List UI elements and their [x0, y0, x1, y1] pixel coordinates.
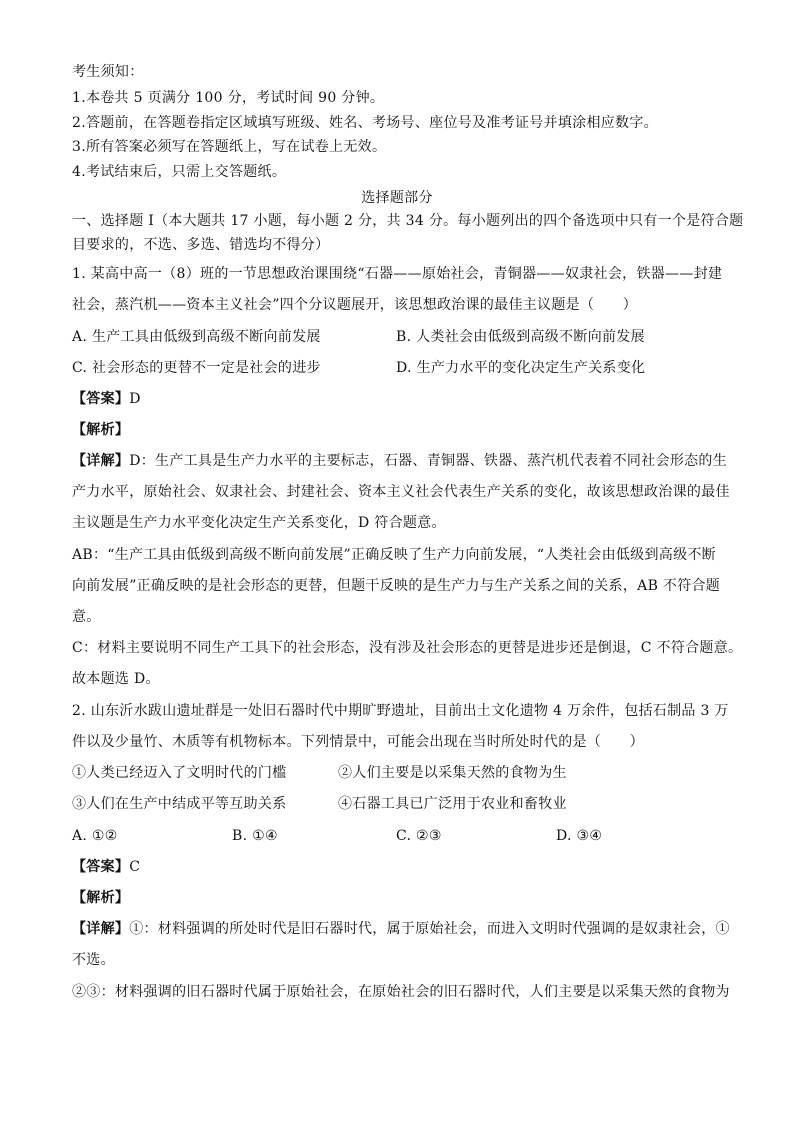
question-1-option-b: B. 人类社会由低级到高级不断向前发展 — [396, 329, 645, 345]
question-2-stem-line: 件以及少量竹、木质等有机物标本。下列情景中，可能会出现在当时所处时代的是（ ） — [72, 734, 644, 750]
question-1-detail-line: AB：“生产工具由低级到高级不断向前发展”正确反映了生产力向前发展，“人类社会由低级到高级不断 — [72, 547, 716, 563]
notice-item: 1.本卷共 5 页满分 100 分，考试时间 90 分钟。 — [72, 90, 385, 106]
detail-text: ①：材料强调的所处时代是旧石器时代，属于原始社会，而进入文明时代强调的是奴隶社会，① — [129, 921, 730, 937]
question-2-statement-2: ②人们主要是以采集天然的食物为生 — [338, 765, 567, 781]
question-1-detail-line: C：材料主要说明不同生产工具下的社会形态，没有涉及社会形态的更替是进步还是倒退，C 不符合题意。 — [72, 640, 743, 656]
question-1-option-c: C. 社会形态的更替不一定是社会的进步 — [72, 360, 321, 376]
question-1-stem-line: 社会，蒸汽机——资本主义社会”四个分议题展开，该思想政治课的最佳主议题是（ ） — [72, 297, 638, 313]
question-2-detail-line: ②③：材料强调的旧石器时代属于原始社会，在原始社会的旧石器时代，人们主要是以采集天然的食物为 — [72, 984, 730, 1000]
notice-item: 2.答题前，在答题卷指定区域填写班级、姓名、考场号、座位号及准考证号并填涂相应数字。 — [72, 115, 658, 131]
answer-label: 【答案】 — [72, 859, 130, 875]
notice-item: 4.考试结束后，只需上交答题纸。 — [72, 164, 287, 180]
question-1-analysis-label: 【解析】 — [72, 422, 130, 438]
question-2-stem-line: 2. 山东沂水跋山遗址群是一处旧石器时代中期旷野遗址，目前出土文化遗物 4 万余件，包括石制品 3 万 — [72, 703, 729, 719]
detail-label: 【详解】 — [72, 453, 130, 469]
question-2-detail-line — [72, 920, 730, 938]
notice-item: 3.所有答案必须写在答题纸上，写在试卷上无效。 — [72, 139, 387, 155]
answer-value: D — [129, 391, 141, 407]
question-2-statement-4: ④石器工具已广泛用于农业和畜牧业 — [338, 796, 567, 812]
question-2-statement-1: ①人类已经迈入了文明时代的门槛 — [72, 765, 287, 781]
question-1-detail-line: 主议题是生产力水平变化决定生产关系变化，D 符合题意。 — [72, 515, 446, 531]
question-2-option-b: B. ①④ — [232, 828, 278, 844]
question-1-detail-line: 意。 — [72, 609, 101, 625]
question-1-detail-line: 向前发展”正确反映的是社会形态的更替，但题干反映的是生产力与生产关系之间的关系，AB 不符合题 — [72, 578, 721, 594]
question-1-detail-line — [72, 452, 727, 470]
question-1-option-d: D. 生产力水平的变化决定生产关系变化 — [396, 360, 646, 376]
detail-text: D：生产工具是生产力水平的主要标志，石器、青铜器、铁器、蒸汽机代表着不同社会形态的生 — [129, 453, 728, 469]
question-2-statement-3: ③人们在生产中结成平等互助关系 — [72, 796, 287, 812]
answer-value: C — [129, 859, 141, 875]
question-1-detail-line: 故本题选 D。 — [72, 671, 160, 687]
question-1-detail-line: 产力水平，原始社会、奴隶社会、封建社会、资本主义社会代表生产关系的变化，故该思想政治课的最佳 — [72, 484, 730, 500]
question-1-answer — [72, 390, 141, 408]
detail-label: 【详解】 — [72, 921, 130, 937]
question-2-detail-line: 不选。 — [72, 952, 115, 968]
question-1-stem-line: 1. 某高中高一（8）班的一节思想政治课围绕“石器——原始社会，青铜器——奴隶社会，铁器——封建 — [72, 266, 723, 282]
question-2-answer — [72, 858, 140, 876]
question-2-analysis-label: 【解析】 — [72, 890, 130, 906]
answer-label: 【答案】 — [72, 391, 130, 407]
notice-title: 考生须知： — [72, 64, 144, 80]
section-title: 选择题部分 — [361, 190, 433, 206]
question-2-option-c: C. ②③ — [396, 828, 442, 844]
part-heading-line: 一、选择题 I（本大题共 17 小题，每小题 2 分，共 34 分。每小题列出的四个备选项中只有一个是符合题 — [72, 213, 744, 229]
question-2-option-d: D. ③④ — [556, 828, 603, 844]
part-heading-line: 目要求的，不选、多选、错选均不得分） — [72, 237, 330, 253]
question-1-option-a: A. 生产工具由低级到高级不断向前发展 — [72, 329, 321, 345]
question-2-option-a: A. ①② — [72, 828, 118, 844]
